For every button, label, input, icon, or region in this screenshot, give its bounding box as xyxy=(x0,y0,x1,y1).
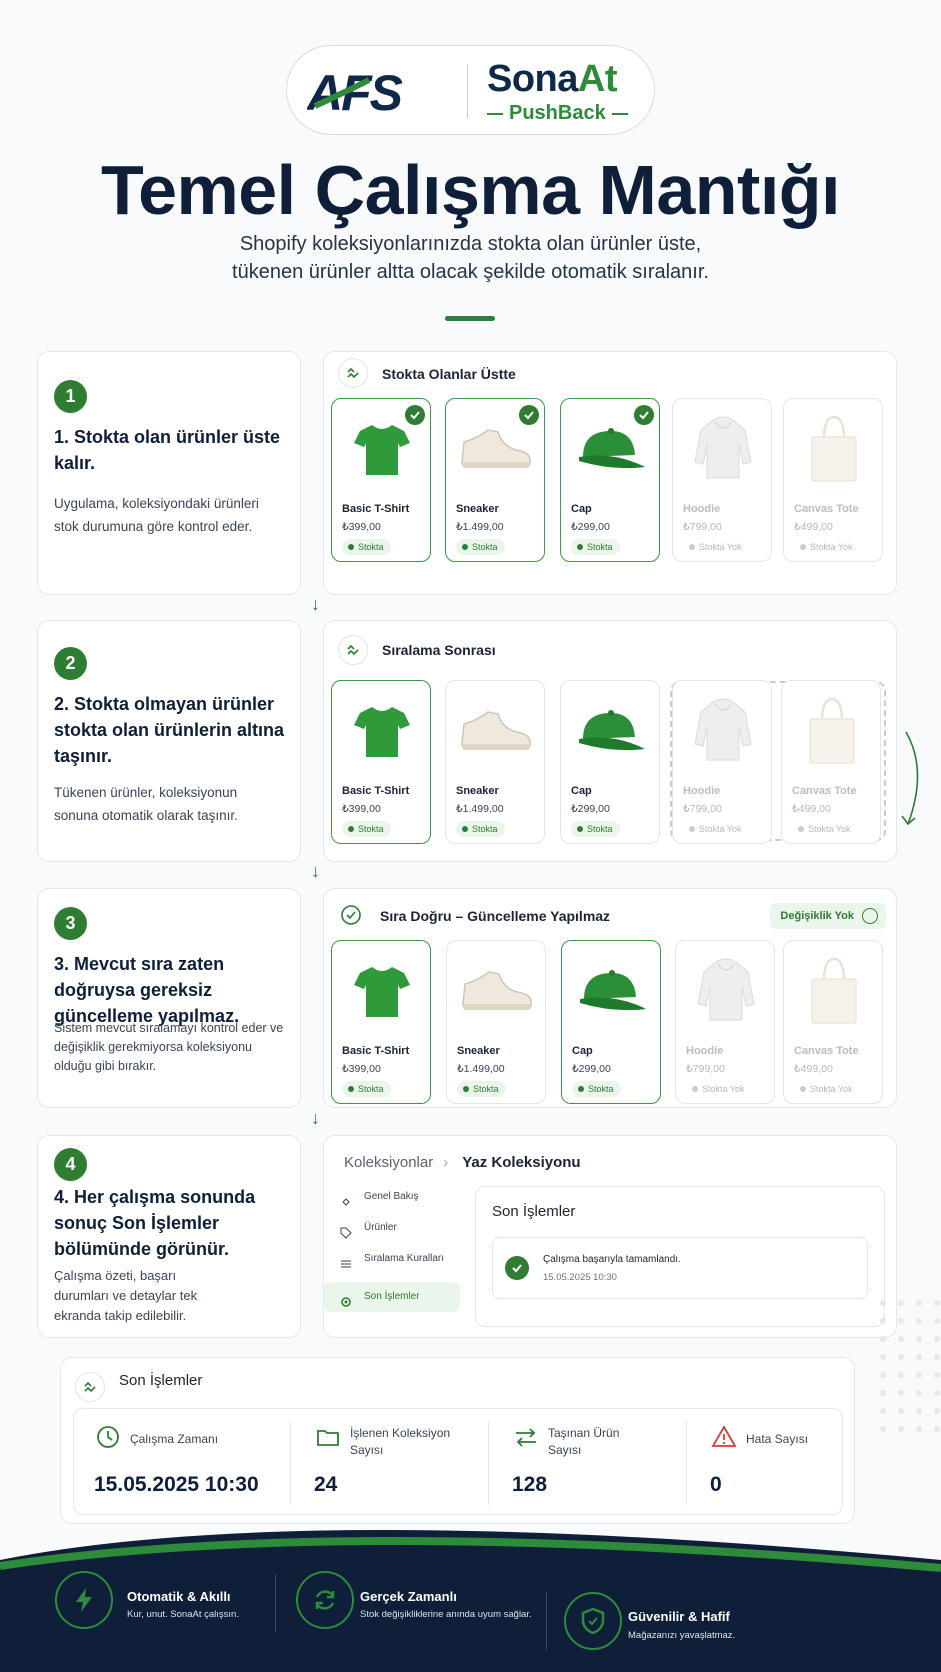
arrow-down-icon: ↓ xyxy=(311,861,320,881)
product-card[interactable] xyxy=(446,940,546,1104)
step-3-card xyxy=(37,888,301,1108)
check-icon xyxy=(405,405,425,425)
breadcrumb xyxy=(344,1154,581,1171)
tote-icon xyxy=(794,951,874,1031)
product-name: Hoodie xyxy=(686,1045,724,1057)
footer-banner xyxy=(0,1520,941,1672)
brand-name: SonaAt xyxy=(487,58,618,100)
product-price: ₺299,00 xyxy=(572,1063,611,1075)
cap-icon xyxy=(571,691,651,771)
chevron-right-icon: › xyxy=(443,1154,449,1171)
decorative-dot xyxy=(898,1372,904,1378)
lightning-icon xyxy=(55,1571,113,1629)
decorative-dot xyxy=(916,1300,922,1306)
product-card[interactable] xyxy=(672,680,772,844)
step-2-card xyxy=(37,620,301,862)
product-card[interactable] xyxy=(781,680,881,844)
gear-icon xyxy=(340,1291,352,1303)
stat-moved-products: Taşınan Ürün Sayısı 128 xyxy=(492,1409,682,1516)
stats-title: Son İşlemler xyxy=(119,1372,203,1389)
decorative-dot xyxy=(934,1300,940,1306)
product-price: ₺399,00 xyxy=(342,521,381,533)
product-card[interactable] xyxy=(445,680,545,844)
step-title: 1. Stokta olan ürünler üste kalır. xyxy=(54,427,281,473)
product-price: ₺1.499,00 xyxy=(457,1063,505,1075)
sneaker-icon xyxy=(456,691,536,771)
decorative-dot xyxy=(916,1408,922,1414)
step-number: 3 xyxy=(54,907,87,940)
step-description: Tükenen ürünler, koleksiyonun sonuna otomatik olarak taşınır. xyxy=(54,785,238,823)
feature-automatic: Otomatik & Akıllı Kur, unut. SonaAt çalışsın. xyxy=(55,1520,265,1672)
product-price: ₺799,00 xyxy=(683,521,722,533)
product-name: Sneaker xyxy=(457,1045,500,1057)
stock-status-badge: Stokta xyxy=(572,1081,621,1097)
arrow-down-icon: ↓ xyxy=(311,1108,320,1128)
sort-icon xyxy=(75,1372,105,1402)
breadcrumb-root[interactable]: Koleksiyonlar xyxy=(344,1154,434,1171)
decorative-dot xyxy=(898,1390,904,1396)
step-4-card xyxy=(37,1135,301,1338)
decorative-dot xyxy=(934,1408,940,1414)
overview-icon xyxy=(340,1191,352,1203)
stock-status-badge: Stokta xyxy=(342,539,391,555)
step-number: 1 xyxy=(54,380,87,413)
stock-status-badge: Stokta xyxy=(457,1081,506,1097)
decorative-dot xyxy=(934,1318,940,1324)
check-icon xyxy=(519,405,539,425)
product-price: ₺799,00 xyxy=(683,803,722,815)
folder-icon xyxy=(314,1423,342,1451)
decorative-dot xyxy=(880,1408,886,1414)
log-entry[interactable] xyxy=(492,1237,868,1299)
cap-icon xyxy=(572,951,652,1031)
step-description: Uygulama, koleksiyondaki ürünleri stok durumuna göre kontrol eder. xyxy=(54,496,259,534)
step-number: 4 xyxy=(54,1148,87,1181)
product-card[interactable] xyxy=(783,940,883,1104)
arrow-down-icon: ↓ xyxy=(311,594,320,614)
decorative-dot xyxy=(898,1408,904,1414)
afs-logo-icon xyxy=(307,66,447,116)
stock-status-badge: Stokta Yok xyxy=(683,821,749,837)
tag-icon xyxy=(340,1222,352,1234)
refresh-icon xyxy=(296,1571,354,1629)
product-card[interactable] xyxy=(331,398,431,562)
hoodie-icon xyxy=(683,691,763,771)
step-title: 4. Her çalışma sonunda sonuç Son İşlemler bölümünde görünür. xyxy=(54,1187,256,1259)
product-price: ₺499,00 xyxy=(794,521,833,533)
panel-title: Sıralama Sonrası xyxy=(382,642,496,658)
decorative-dot xyxy=(880,1390,886,1396)
step-description: Sistem mevcut sıralamayı kontrol eder ve değişiklik gerekmiyorsa koleksiyonu olduğu gibi bırakır. xyxy=(54,1021,284,1073)
stock-status-badge: Stokta xyxy=(342,821,391,837)
product-name: Basic T-Shirt xyxy=(342,503,410,515)
warning-icon xyxy=(710,1423,738,1451)
product-name: Basic T-Shirt xyxy=(342,1045,410,1057)
menu-recent-ops[interactable]: Son İşlemler xyxy=(324,1282,460,1312)
sneaker-icon xyxy=(457,951,537,1031)
menu-overview[interactable]: Genel Bakış xyxy=(324,1182,460,1212)
product-card[interactable] xyxy=(783,398,883,562)
decorative-dot xyxy=(916,1390,922,1396)
product-price: ₺799,00 xyxy=(686,1063,725,1075)
hoodie-icon xyxy=(683,409,763,489)
panel-title: Stokta Olanlar Üstte xyxy=(382,366,516,382)
stock-status-badge: Stokta xyxy=(571,821,620,837)
stat-collections: İşlenen Koleksiyon Sayısı 24 xyxy=(294,1409,484,1516)
decorative-dot xyxy=(880,1354,886,1360)
tshirt-icon xyxy=(342,951,422,1031)
decorative-dot xyxy=(880,1300,886,1306)
step-title: 3. Mevcut sıra zaten doğruysa gereksiz güncelleme yapılmaz. xyxy=(54,954,240,1026)
curved-arrow-icon xyxy=(898,730,928,830)
product-card[interactable] xyxy=(331,680,431,844)
feature-reliable: Güvenilir & Hafif Mağazanızı yavaşlatmaz. xyxy=(564,1520,784,1672)
step-description: Çalışma özeti, başarı durumları ve detaylar tek ekranda takip edilebilir. xyxy=(54,1268,198,1323)
decorative-dot xyxy=(934,1390,940,1396)
decorative-dot xyxy=(898,1318,904,1324)
product-card[interactable] xyxy=(561,940,661,1104)
tshirt-icon xyxy=(342,691,422,771)
stock-status-badge: Stokta Yok xyxy=(792,821,858,837)
panel-title: Sıra Doğru – Güncelleme Yapılmaz xyxy=(380,908,611,924)
stock-status-badge: Stokta xyxy=(571,539,620,555)
check-icon xyxy=(634,405,654,425)
decorative-dot xyxy=(898,1426,904,1432)
product-price: ₺1.499,00 xyxy=(456,521,504,533)
product-card[interactable] xyxy=(560,398,660,562)
stock-status-badge: Stokta Yok xyxy=(794,1081,860,1097)
product-price: ₺399,00 xyxy=(342,1063,381,1075)
product-price: ₺299,00 xyxy=(571,803,610,815)
logo-divider xyxy=(467,64,468,118)
title-underline xyxy=(445,316,495,321)
page-title: Temel Çalışma Mantığı xyxy=(101,151,840,229)
swap-arrows-icon xyxy=(512,1423,540,1451)
recent-ops-card xyxy=(475,1186,885,1327)
admin-panel xyxy=(323,1135,897,1338)
decorative-dot xyxy=(916,1426,922,1432)
tote-icon xyxy=(792,691,872,771)
decorative-dot xyxy=(934,1372,940,1378)
decorative-dot xyxy=(916,1372,922,1378)
decorative-dot xyxy=(898,1354,904,1360)
product-card[interactable] xyxy=(675,940,775,1104)
breadcrumb-current: Yaz Koleksiyonu xyxy=(462,1154,581,1171)
product-name: Sneaker xyxy=(456,503,499,515)
log-text: Çalışma başarıyla tamamlandı. xyxy=(543,1254,681,1265)
product-card[interactable] xyxy=(560,680,660,844)
stat-errors: Hata Sayısı 0 xyxy=(690,1409,840,1516)
stock-status-badge: Stokta xyxy=(456,539,505,555)
stock-status-badge: Stokta xyxy=(342,1081,391,1097)
recent-ops-title: Son İşlemler xyxy=(492,1203,576,1220)
product-price: ₺499,00 xyxy=(792,803,831,815)
product-name: Cap xyxy=(572,1045,593,1057)
product-card[interactable] xyxy=(331,940,431,1104)
sort-icon xyxy=(338,635,368,665)
decorative-dot xyxy=(880,1336,886,1342)
subtitle-line-1: Shopify koleksiyonlarınızda stokta olan ürünler üste, xyxy=(239,233,702,255)
stat-run-time: Çalışma Zamanı 15.05.2025 10:30 xyxy=(74,1409,286,1516)
step-number: 2 xyxy=(54,647,87,680)
product-card[interactable] xyxy=(672,398,772,562)
decorative-dot xyxy=(916,1354,922,1360)
product-name: Cap xyxy=(571,503,592,515)
brand-tagline: PushBack xyxy=(487,102,637,125)
step-title: 2. Stokta olmayan ürünler stokta olan ürünlerin altına taşınır. xyxy=(54,694,285,766)
product-price: ₺299,00 xyxy=(571,521,610,533)
product-name: Hoodie xyxy=(683,785,721,797)
step-1-card xyxy=(37,351,301,595)
product-card[interactable] xyxy=(445,398,545,562)
product-name: Cap xyxy=(571,785,592,797)
decorative-dot xyxy=(916,1336,922,1342)
decorative-dot xyxy=(934,1336,940,1342)
product-name: Canvas Tote xyxy=(794,503,859,515)
decorative-dot xyxy=(880,1426,886,1432)
decorative-dot xyxy=(916,1318,922,1324)
stock-status-badge: Stokta Yok xyxy=(794,539,860,555)
menu-products[interactable]: Ürünler xyxy=(324,1213,460,1243)
hoodie-icon xyxy=(686,951,766,1031)
menu-sort-rules[interactable]: Sıralama Kuralları xyxy=(324,1244,460,1274)
product-price: ₺399,00 xyxy=(342,803,381,815)
shield-icon xyxy=(564,1592,622,1650)
brand-logo xyxy=(286,45,655,135)
feature-realtime: Gerçek Zamanlı Stok değişikliklerine anında uyum sağlar. xyxy=(296,1520,546,1672)
product-name: Canvas Tote xyxy=(792,785,857,797)
product-name: Sneaker xyxy=(456,785,499,797)
check-icon xyxy=(862,908,878,924)
product-name: Hoodie xyxy=(683,503,721,515)
stock-status-badge: Stokta Yok xyxy=(686,1081,752,1097)
sort-icon xyxy=(338,358,368,388)
decorative-dot xyxy=(880,1318,886,1324)
clock-icon xyxy=(94,1423,122,1451)
stock-status-badge: Stokta xyxy=(456,821,505,837)
success-icon xyxy=(505,1256,529,1280)
product-name: Canvas Tote xyxy=(794,1045,859,1057)
decorative-dot xyxy=(934,1354,940,1360)
stock-status-badge: Stokta Yok xyxy=(683,539,749,555)
no-change-badge: Değişiklik Yok xyxy=(770,903,886,929)
decorative-dot xyxy=(898,1336,904,1342)
stats-grid xyxy=(73,1408,843,1515)
product-name: Basic T-Shirt xyxy=(342,785,410,797)
decorative-dot xyxy=(880,1372,886,1378)
stats-card xyxy=(60,1357,855,1524)
product-price: ₺499,00 xyxy=(794,1063,833,1075)
decorative-dot xyxy=(898,1300,904,1306)
svg-text:AFS: AFS xyxy=(307,66,401,116)
decorative-dot xyxy=(934,1426,940,1432)
log-time: 15.05.2025 10:30 xyxy=(543,1272,617,1283)
product-price: ₺1.499,00 xyxy=(456,803,504,815)
subtitle-line-2: tükenen ürünler altta olacak şekilde otomatik sıralanır. xyxy=(232,261,709,283)
check-circle-icon xyxy=(336,900,366,930)
tote-icon xyxy=(794,409,874,489)
sliders-icon xyxy=(340,1253,352,1265)
